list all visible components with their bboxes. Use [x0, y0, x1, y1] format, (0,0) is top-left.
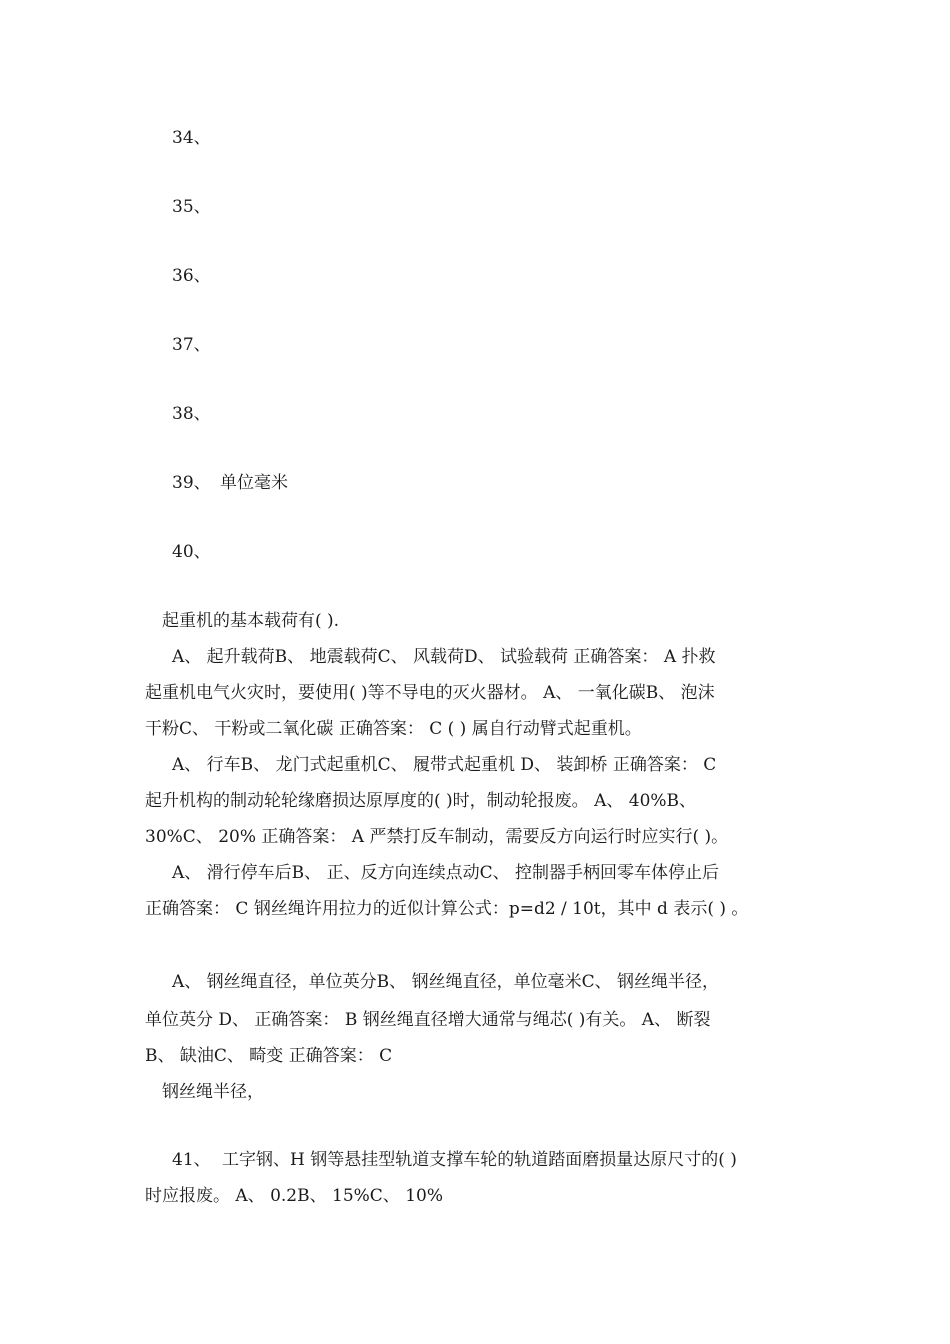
body-line-11: 单位英分 D、 正确答案： B 钢丝绳直径增大通常与绳芯( )有关。 A、 断裂	[145, 1010, 711, 1030]
item-number-39: 39、	[172, 473, 211, 493]
item-number-34: 34、	[172, 128, 211, 148]
body-line-5: A、 行车B、 龙门式起重机C、 履带式起重机 D、 装卸桥 正确答案： C	[172, 755, 717, 775]
item-number-41: 41、	[172, 1150, 211, 1170]
body-line-12: B、 缺油C、 畸变 正确答案： C	[145, 1046, 393, 1066]
body-line-7: 30%C、 20% 正确答案： A 严禁打反车制动，需要反方向运行时应实行( )。	[145, 827, 729, 847]
item-number-37: 37、	[172, 335, 211, 355]
item-number-38: 38、	[172, 404, 211, 424]
question-41-line-1: 工字钢、H 钢等悬挂型轨道支撑车轮的轨道踏面磨损量达原尺寸的( )	[222, 1150, 737, 1170]
body-line-10: A、 钢丝绳直径，单位英分B、 钢丝绳直径，单位毫米C、 钢丝绳半径，	[172, 972, 719, 992]
body-line-3: 起重机电气火灾时，要使用( )等不导电的灭火器材。 A、 一氧化碳B、 泡沫	[145, 683, 715, 703]
question-41-line-2: 时应报废。 A、 0.2B、 15%C、 10%	[145, 1186, 443, 1206]
item-number-35: 35、	[172, 197, 211, 217]
body-line-9: 正确答案： C 钢丝绳许用拉力的近似计算公式：p=d2 / 10t，其中 d 表示( ) 。	[145, 899, 749, 919]
body-line-1: 起重机的基本载荷有( ).	[162, 611, 340, 631]
body-line-8: A、 滑行停车后B、 正、反方向连续点动C、 控制器手柄回零车体停止后	[172, 863, 719, 883]
body-line-4: 干粉C、 干粉或二氧化碳 正确答案： C ( ) 属自行动臂式起重机。	[145, 719, 642, 739]
body-line-13: 钢丝绳半径，	[162, 1082, 264, 1102]
item-text-39: 单位毫米	[220, 473, 288, 493]
item-number-36: 36、	[172, 266, 211, 286]
item-number-40: 40、	[172, 542, 211, 562]
body-line-2: A、 起升载荷B、 地震载荷C、 风载荷D、 试验载荷 正确答案： A 扑救	[172, 647, 716, 667]
body-line-6: 起升机构的制动轮轮缘磨损达原厚度的( )时，制动轮报废。 A、 40%B、	[145, 791, 697, 811]
